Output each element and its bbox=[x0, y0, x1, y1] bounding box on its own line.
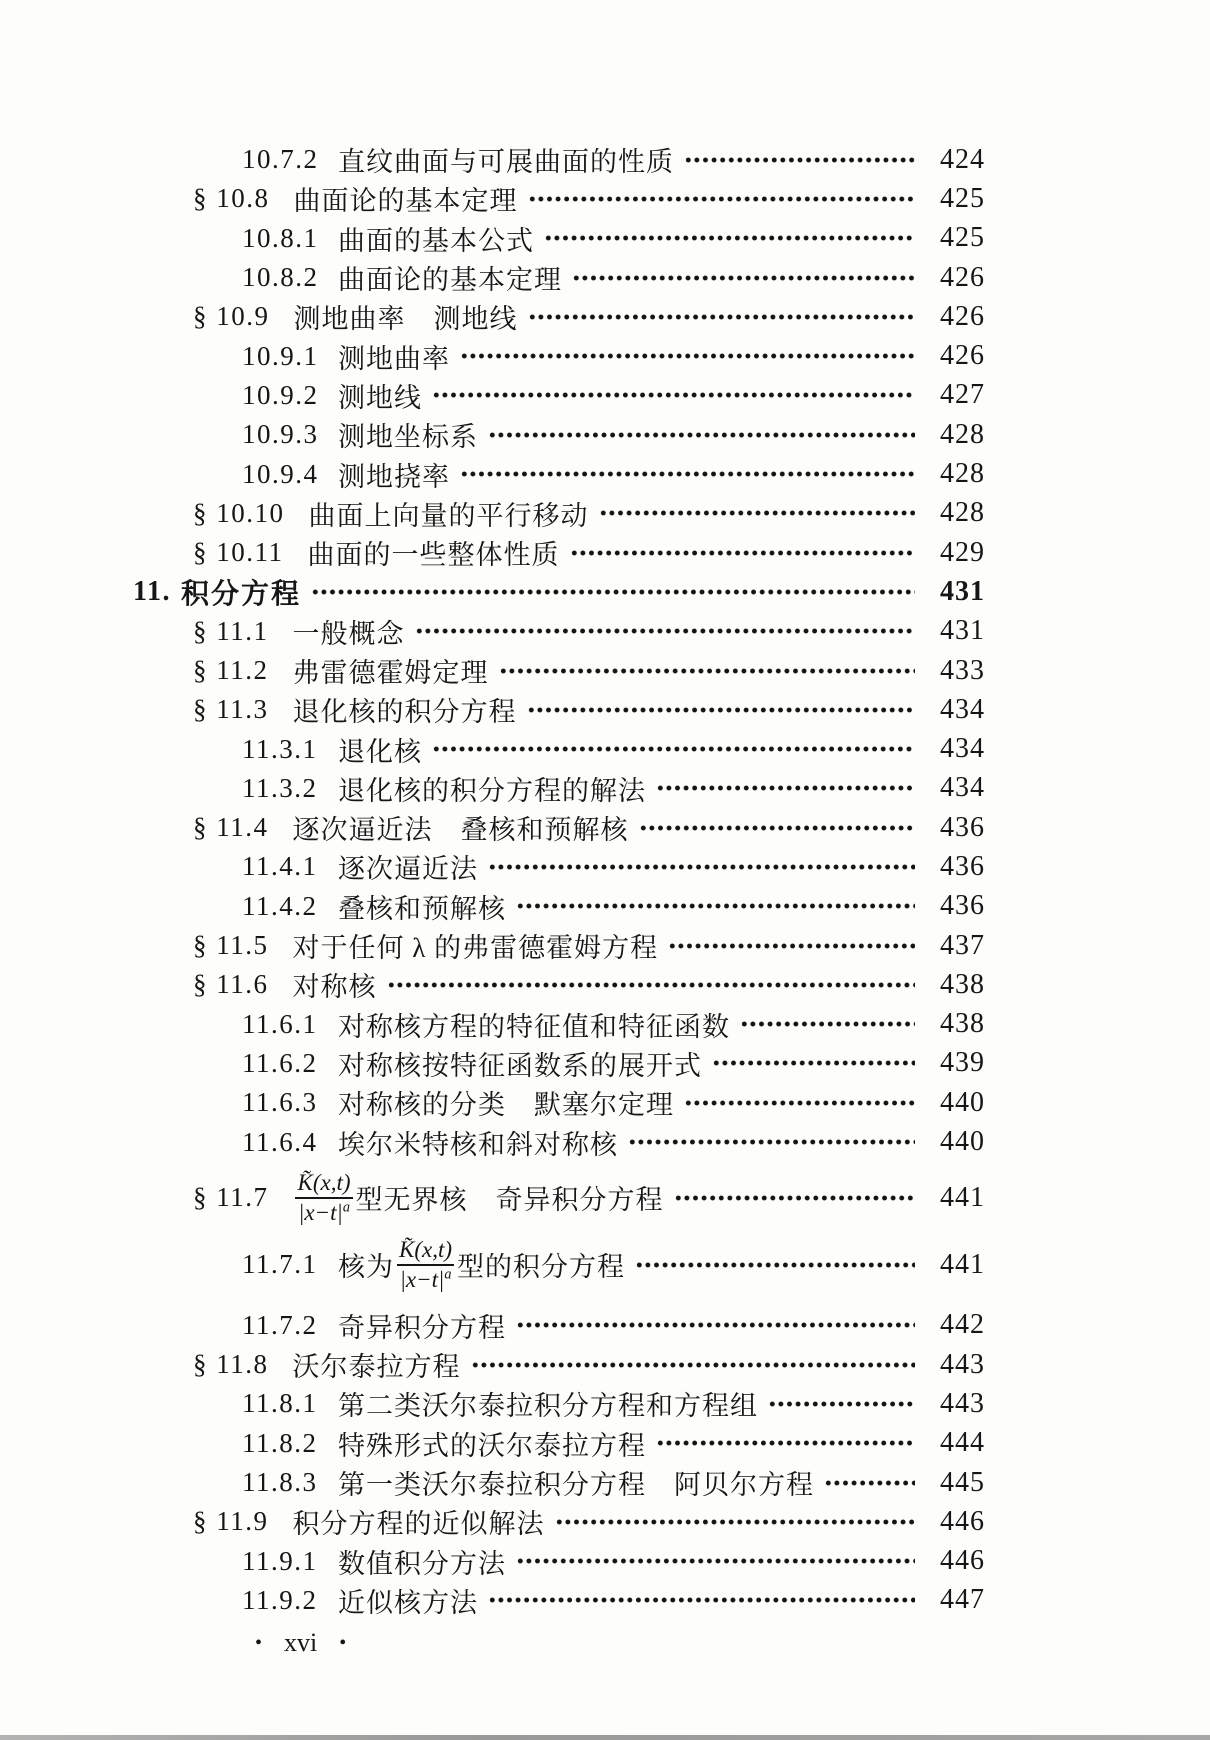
entry-page-number: 427 bbox=[940, 379, 985, 411]
entry-page-number: 425 bbox=[940, 222, 985, 254]
entry-title: 对称核 bbox=[292, 972, 377, 1003]
entry-title-after: 型的积分方程 bbox=[457, 1252, 626, 1283]
entry-page-number: 446 bbox=[940, 1505, 985, 1537]
dot-leader bbox=[824, 1477, 915, 1489]
entry-title bbox=[338, 1237, 625, 1292]
entry-title: 退化核 bbox=[338, 736, 422, 767]
toc-entry bbox=[125, 1502, 985, 1541]
entry-title-before: 核为 bbox=[338, 1252, 394, 1283]
entry-title: 测地坐标系 bbox=[338, 422, 478, 453]
entry-number: § 11.1 bbox=[193, 615, 269, 646]
scan-edge-artifact bbox=[0, 1735, 1210, 1740]
fraction-numerator: K̃(x,t) bbox=[297, 1170, 351, 1196]
dot-leader bbox=[471, 1359, 916, 1371]
toc-entry bbox=[125, 769, 985, 808]
entry-title: 积分方程的近似解法 bbox=[292, 1509, 545, 1540]
entry-title: 测地曲率 bbox=[338, 343, 450, 374]
dot-leader bbox=[635, 1259, 915, 1271]
entry-page-number: 433 bbox=[940, 654, 985, 686]
dot-leader bbox=[668, 940, 915, 952]
entry-number: 10.9.4 bbox=[242, 458, 319, 489]
toc-entry bbox=[125, 847, 985, 886]
entry-page-number: 441 bbox=[940, 1248, 985, 1280]
entry-page-number: 447 bbox=[940, 1584, 985, 1616]
dot-leader bbox=[460, 468, 915, 480]
entry-page-number: 428 bbox=[940, 497, 985, 529]
dot-leader bbox=[432, 389, 915, 401]
fraction-denominator bbox=[397, 1264, 455, 1292]
dot-leader bbox=[528, 193, 916, 205]
entry-page-number: 424 bbox=[940, 143, 985, 175]
entry-title: 直纹曲面与可展曲面的性质 bbox=[338, 147, 674, 178]
entry-title: 埃尔米特核和斜对称核 bbox=[338, 1129, 618, 1160]
math-fraction bbox=[396, 1237, 455, 1292]
entry-number: § 11.9 bbox=[193, 1506, 269, 1537]
dot-leader bbox=[740, 1018, 915, 1030]
toc-entry bbox=[125, 729, 985, 768]
toc-entry bbox=[125, 1542, 985, 1581]
entry-number: 11.4.2 bbox=[242, 890, 318, 921]
dot-leader bbox=[639, 822, 916, 834]
entry-page-number: 439 bbox=[940, 1047, 985, 1079]
entry-page-number: 425 bbox=[940, 182, 985, 214]
entry-title: 测地挠率 bbox=[338, 461, 450, 492]
entry-page-number: 429 bbox=[940, 536, 985, 568]
dot-leader bbox=[516, 900, 915, 912]
dot-leader bbox=[528, 311, 916, 323]
dot-leader bbox=[684, 154, 915, 166]
dot-leader bbox=[768, 1398, 915, 1410]
entry-number: 10.7.2 bbox=[242, 144, 319, 175]
entry-number: 11.6.4 bbox=[242, 1126, 318, 1157]
toc-entry bbox=[125, 572, 985, 611]
dot-leader bbox=[387, 979, 916, 991]
dot-leader bbox=[570, 547, 916, 559]
dot-leader bbox=[488, 1594, 915, 1606]
entry-number: 11.6.1 bbox=[242, 1008, 318, 1039]
entry-number: § 11.6 bbox=[193, 969, 269, 1000]
entry-page-number: 440 bbox=[940, 1126, 985, 1158]
entry-page-number: 440 bbox=[940, 1086, 985, 1118]
dot-leader bbox=[488, 429, 915, 441]
entry-number: § 11.4 bbox=[193, 812, 269, 843]
entry-number: § 10.10 bbox=[193, 497, 285, 528]
entry-number: 11.9.2 bbox=[242, 1584, 318, 1615]
toc-entry bbox=[125, 1424, 985, 1463]
dot-leader bbox=[599, 507, 916, 519]
entry-page-number: 446 bbox=[940, 1545, 985, 1577]
toc-entry bbox=[125, 1122, 985, 1161]
toc-entry bbox=[125, 651, 985, 690]
entry-number: 10.9.3 bbox=[242, 419, 319, 450]
dot-leader bbox=[628, 1136, 915, 1148]
entry-number: 11.7.1 bbox=[242, 1249, 318, 1280]
dot-leader bbox=[516, 1319, 915, 1331]
toc-entry bbox=[125, 1581, 985, 1620]
entry-number: 10.8.1 bbox=[242, 222, 319, 253]
dot-leader bbox=[712, 1057, 915, 1069]
entry-page-number: 426 bbox=[940, 340, 985, 372]
toc-entry bbox=[125, 258, 985, 297]
entry-title: 对于任何 λ 的弗雷德霍姆方程 bbox=[292, 933, 659, 964]
entry-number: 11.8.2 bbox=[242, 1427, 318, 1458]
entry-title: 测地曲率 测地线 bbox=[293, 304, 518, 335]
entry-title: 一般概念 bbox=[292, 618, 405, 649]
entry-page-number: 443 bbox=[940, 1348, 985, 1380]
entry-title: 逐次逼近法 bbox=[338, 854, 478, 885]
entry-title: 测地线 bbox=[338, 382, 422, 413]
entry-page-number: 431 bbox=[940, 615, 985, 647]
entry-number: 11.9.1 bbox=[242, 1545, 318, 1576]
math-fraction bbox=[295, 1170, 354, 1225]
entry-number: § 11.7 bbox=[193, 1182, 269, 1213]
entry-page-number: 426 bbox=[940, 300, 985, 332]
dot-leader bbox=[311, 586, 915, 598]
entry-number: § 10.8 bbox=[193, 183, 270, 214]
entry-page-number: 431 bbox=[940, 575, 985, 607]
entry-number: § 11.2 bbox=[193, 655, 269, 685]
toc-entry bbox=[125, 336, 985, 375]
entry-number: 11.6.2 bbox=[242, 1047, 318, 1078]
entry-title: 对称核的分类 默塞尔定理 bbox=[338, 1090, 674, 1121]
dot-leader bbox=[499, 665, 916, 677]
page-footer bbox=[125, 1628, 985, 1658]
entry-number: § 11.3 bbox=[193, 694, 269, 725]
entry-title: 第二类沃尔泰拉积分方程和方程组 bbox=[338, 1391, 758, 1422]
toc-entry bbox=[125, 887, 985, 926]
entry-number: § 10.11 bbox=[193, 537, 284, 568]
entry-title: 特殊形式的沃尔泰拉方程 bbox=[338, 1430, 646, 1461]
footer-page-number: xvi bbox=[284, 1628, 318, 1658]
dot-leader bbox=[674, 1192, 915, 1204]
entry-title: 曲面的基本公式 bbox=[338, 225, 534, 256]
toc-entry bbox=[125, 1463, 985, 1502]
entry-title-after: 型无界核 奇异积分方程 bbox=[355, 1185, 664, 1216]
entry-title: 弗雷德霍姆定理 bbox=[292, 658, 489, 688]
toc-entry bbox=[125, 1234, 985, 1296]
entry-title: 叠核和预解核 bbox=[338, 893, 506, 924]
entry-title: 对称核方程的特征值和特征函数 bbox=[338, 1011, 730, 1042]
denominator-exponent: a bbox=[342, 1199, 350, 1216]
entry-page-number: 428 bbox=[940, 418, 985, 450]
entry-page-number: 426 bbox=[940, 261, 985, 293]
entry-title: 沃尔泰拉方程 bbox=[292, 1352, 461, 1383]
dot-leader bbox=[432, 743, 915, 755]
entry-page-number: 438 bbox=[940, 1008, 985, 1040]
entry-title: 曲面论的基本定理 bbox=[338, 265, 562, 296]
fraction-numerator: K̃(x,t) bbox=[399, 1237, 453, 1263]
toc-entry bbox=[125, 1306, 985, 1345]
entry-page-number: 437 bbox=[940, 929, 985, 961]
dot-leader bbox=[544, 232, 915, 244]
toc-entry bbox=[125, 297, 985, 336]
entry-title: 数值积分方法 bbox=[338, 1548, 506, 1579]
entry-page-number: 428 bbox=[940, 458, 985, 490]
entry-title bbox=[293, 1170, 664, 1225]
entry-title: 逐次逼近法 叠核和预解核 bbox=[292, 815, 629, 846]
entry-page-number: 436 bbox=[940, 811, 985, 843]
toc-entry bbox=[125, 1044, 985, 1083]
entry-page-number: 436 bbox=[940, 850, 985, 882]
toc-entry bbox=[125, 690, 985, 729]
footer-bullet-right: • bbox=[339, 1631, 347, 1654]
dot-leader bbox=[572, 272, 915, 284]
toc-entry bbox=[125, 808, 985, 847]
entry-number: 11. bbox=[133, 575, 171, 607]
toc-entry bbox=[125, 1384, 985, 1423]
dot-leader bbox=[684, 1097, 915, 1109]
dot-leader bbox=[415, 625, 916, 637]
denominator-exponent: a bbox=[444, 1266, 452, 1283]
dot-leader bbox=[555, 1516, 916, 1528]
footer-bullet-left: • bbox=[255, 1631, 263, 1654]
dot-leader bbox=[527, 704, 916, 716]
entry-number: § 10.9 bbox=[193, 301, 270, 332]
entry-number: 10.9.1 bbox=[242, 340, 319, 371]
toc-entry bbox=[125, 1345, 985, 1384]
toc-entry bbox=[125, 1005, 985, 1044]
toc-entry bbox=[125, 179, 985, 218]
entry-title: 曲面上向量的平行移动 bbox=[308, 500, 589, 531]
entry-number: 11.6.3 bbox=[242, 1087, 318, 1118]
dot-leader bbox=[656, 1437, 915, 1449]
entry-number: 11.3.2 bbox=[242, 772, 318, 803]
toc-entry bbox=[125, 533, 985, 572]
entry-title: 曲面论的基本定理 bbox=[293, 186, 518, 217]
entry-number: 10.9.2 bbox=[242, 379, 319, 410]
denominator-base: |x−t| bbox=[399, 1266, 445, 1292]
toc-entry bbox=[125, 376, 985, 415]
entry-title: 积分方程 bbox=[180, 578, 301, 610]
toc-entry bbox=[125, 926, 985, 965]
toc-list bbox=[125, 140, 985, 1620]
entry-page-number: 434 bbox=[940, 733, 985, 765]
dot-leader bbox=[656, 782, 915, 794]
entry-number: 10.8.2 bbox=[242, 262, 319, 293]
entry-page-number: 434 bbox=[940, 693, 985, 725]
fraction-denominator bbox=[295, 1197, 353, 1225]
denominator-base: |x−t| bbox=[298, 1199, 343, 1225]
entry-number: 11.4.1 bbox=[242, 851, 318, 882]
toc-entry bbox=[125, 219, 985, 258]
entry-page-number: 441 bbox=[940, 1181, 985, 1213]
toc-entry bbox=[125, 612, 985, 651]
toc-entry bbox=[125, 140, 985, 179]
entry-number: 11.7.2 bbox=[242, 1309, 318, 1340]
entry-number: 11.3.1 bbox=[242, 733, 318, 764]
toc-entry bbox=[125, 1083, 985, 1122]
entry-title: 奇异积分方程 bbox=[338, 1312, 506, 1343]
entry-title: 近似核方法 bbox=[338, 1587, 478, 1618]
toc-entry bbox=[125, 454, 985, 493]
entry-number: 11.8.1 bbox=[242, 1388, 318, 1419]
toc-entry bbox=[125, 965, 985, 1004]
entry-title: 对称核按特征函数系的展开式 bbox=[338, 1050, 702, 1081]
dot-leader bbox=[488, 861, 915, 873]
entry-page-number: 434 bbox=[940, 772, 985, 804]
dot-leader bbox=[460, 350, 915, 362]
toc-entry bbox=[125, 1162, 985, 1234]
entry-page-number: 445 bbox=[940, 1466, 985, 1498]
toc-entry bbox=[125, 494, 985, 533]
entry-page-number: 438 bbox=[940, 968, 985, 1000]
entry-title: 第一类沃尔泰拉积分方程 阿贝尔方程 bbox=[338, 1470, 814, 1501]
entry-title: 曲面的一些整体性质 bbox=[307, 540, 560, 571]
entry-title: 退化核的积分方程的解法 bbox=[338, 775, 646, 806]
toc-entry bbox=[125, 415, 985, 454]
entry-page-number: 444 bbox=[940, 1427, 985, 1459]
entry-title: 退化核的积分方程 bbox=[292, 697, 517, 728]
dot-leader bbox=[516, 1555, 915, 1567]
entry-number: § 11.5 bbox=[193, 930, 269, 961]
entry-page-number: 443 bbox=[940, 1387, 985, 1419]
entry-number: 11.8.3 bbox=[242, 1467, 318, 1498]
entry-number: § 11.8 bbox=[193, 1349, 269, 1380]
entry-page-number: 442 bbox=[940, 1309, 985, 1341]
entry-page-number: 436 bbox=[940, 890, 985, 922]
